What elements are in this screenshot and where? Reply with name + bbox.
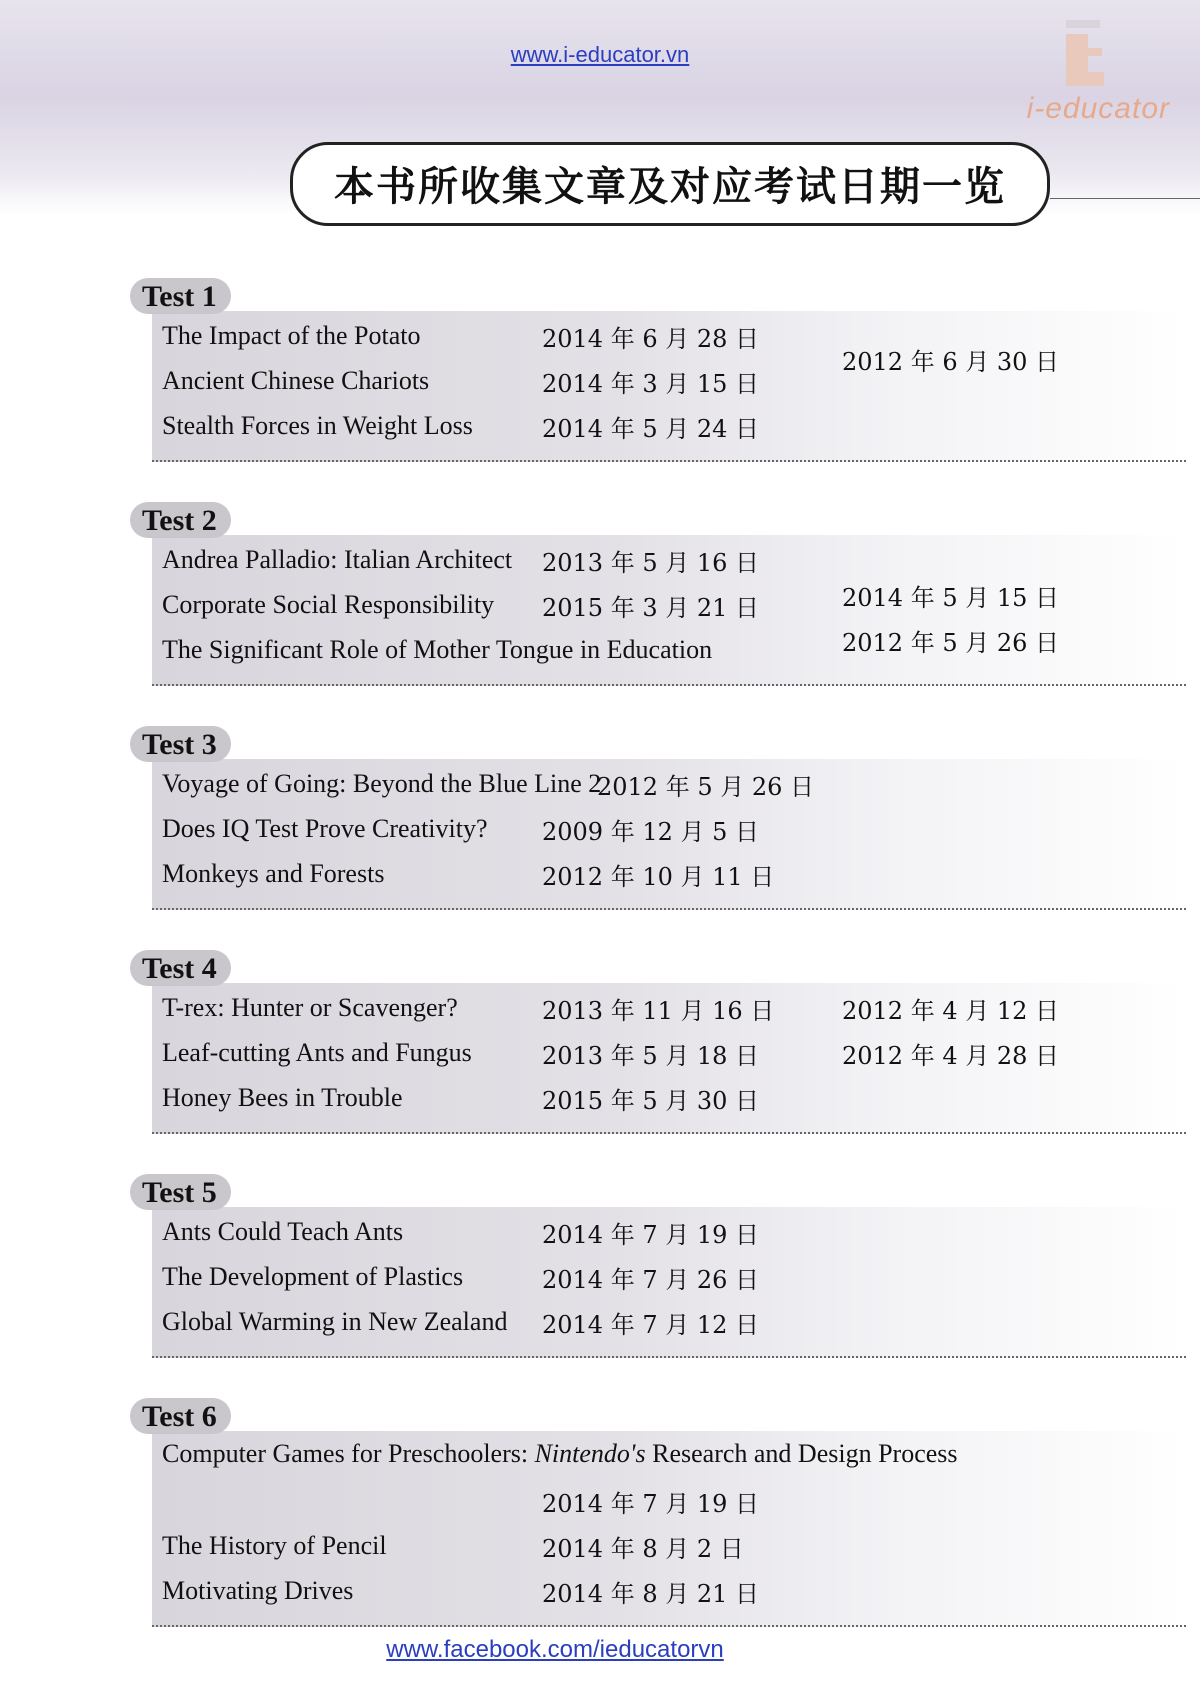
test-section-4 <box>130 950 1190 1134</box>
website-link[interactable]: www.i-educator.vn <box>510 42 690 67</box>
extra-date: 2012 年 5 月 26 日 <box>842 629 1060 657</box>
test-body <box>152 1207 1186 1358</box>
article-date: 2015 年 5 月 30 日 <box>542 1087 760 1115</box>
article-title: Andrea Palladio: Italian Architect <box>162 545 513 574</box>
article-title: Ants Could Teach Ants <box>162 1217 404 1246</box>
article-row <box>152 1525 1186 1570</box>
article-title: Global Warming in New Zealand <box>162 1307 508 1336</box>
article-title: The Impact of the Potato <box>162 321 421 350</box>
article-title <box>162 1439 958 1469</box>
facebook-link[interactable]: www.facebook.com/ieducatorvn <box>386 1636 724 1663</box>
test-label: Test 5 <box>130 1174 231 1210</box>
article-title: The Significant Role of Mother Tongue in Education <box>162 635 713 664</box>
test-body <box>152 1431 1186 1627</box>
article-date: 2014 年 3 月 15 日 <box>542 370 760 398</box>
logo-mark-icon <box>1062 14 1108 90</box>
article-date: 2014 年 7 月 26 日 <box>542 1266 760 1294</box>
logo-text: i-educator <box>1026 92 1170 125</box>
article-row <box>152 808 1186 853</box>
article-date: 2013 年 11 月 16 日 <box>542 997 775 1025</box>
article-date: 2014 年 7 月 19 日 <box>542 1221 760 1249</box>
test-section-2 <box>130 502 1190 686</box>
test-section-5 <box>130 1174 1190 1358</box>
article-title: Leaf-cutting Ants and Fungus <box>162 1038 472 1067</box>
article-date: 2014 年 7 月 19 日 <box>542 1490 760 1518</box>
article-title-prefix: Computer Games for Preschoolers: <box>162 1439 535 1468</box>
title-rule-divider <box>1050 198 1200 199</box>
article-row <box>152 853 1186 898</box>
article-row <box>152 1480 1186 1525</box>
article-row <box>152 1211 1186 1256</box>
test-label: Test 1 <box>130 278 231 314</box>
article-row <box>152 1077 1186 1122</box>
test-label: Test 3 <box>130 726 231 762</box>
article-row <box>152 1435 1186 1480</box>
extra-date: 2012 年 6 月 30 日 <box>842 348 1060 376</box>
article-title: Does IQ Test Prove Creativity? <box>162 814 488 843</box>
article-row <box>152 1256 1186 1301</box>
article-title: Monkeys and Forests <box>162 859 385 888</box>
article-title: The History of Pencil <box>162 1531 387 1560</box>
test-section-1 <box>130 278 1190 462</box>
test-label: Test 4 <box>130 950 231 986</box>
article-date: 2013 年 5 月 16 日 <box>542 549 760 577</box>
article-title: Motivating Drives <box>162 1576 354 1605</box>
tests-list <box>130 278 1190 1667</box>
article-title-italic: Nintendo's <box>534 1439 646 1468</box>
article-row <box>152 348 1186 405</box>
test-section-3 <box>130 726 1190 910</box>
article-date: 2012 年 5 月 26 日 <box>597 773 815 801</box>
article-title: The Development of Plastics <box>162 1262 464 1291</box>
article-title: Honey Bees in Trouble <box>162 1083 403 1112</box>
test-body <box>152 535 1186 686</box>
article-title: Voyage of Going: Beyond the Blue Line 2 <box>162 769 602 798</box>
article-date: 2015 年 3 月 21 日 <box>542 594 760 622</box>
article-date: 2009 年 12 月 5 日 <box>542 818 760 846</box>
test-body <box>152 311 1186 462</box>
article-row <box>152 629 1186 674</box>
article-title: T-rex: Hunter or Scavenger? <box>162 993 458 1022</box>
article-title: Corporate Social Responsibility <box>162 590 495 619</box>
article-date: 2013 年 5 月 18 日 <box>542 1042 760 1070</box>
article-date: 2014 年 6 月 28 日 <box>542 325 760 353</box>
article-title: Stealth Forces in Weight Loss <box>162 411 473 440</box>
page-title-box <box>290 142 1050 226</box>
page-title: 本书所收集文章及对应考试日期一览 <box>334 164 1006 210</box>
article-date: 2014 年 7 月 12 日 <box>542 1311 760 1339</box>
extra-date: 2014 年 5 月 15 日 <box>842 584 1060 612</box>
article-date: 2014 年 5 月 24 日 <box>542 415 760 443</box>
article-row <box>152 1032 1186 1077</box>
test-body <box>152 983 1186 1134</box>
article-date: 2012 年 10 月 11 日 <box>542 863 775 891</box>
i-educator-logo <box>980 14 1170 124</box>
article-row <box>152 1570 1186 1615</box>
test-section-6 <box>130 1398 1190 1627</box>
article-row <box>152 405 1186 450</box>
article-row <box>152 987 1186 1032</box>
test-label: Test 6 <box>130 1398 231 1434</box>
test-body <box>152 759 1186 910</box>
extra-date: 2012 年 4 月 12 日 <box>842 997 1060 1025</box>
article-title-suffix: Research and Design Process <box>645 1439 958 1468</box>
article-row <box>152 1301 1186 1346</box>
article-date: 2014 年 8 月 2 日 <box>542 1535 744 1563</box>
test-label: Test 2 <box>130 502 231 538</box>
article-row <box>152 763 1186 808</box>
extra-date: 2012 年 4 月 28 日 <box>842 1042 1060 1070</box>
article-date: 2014 年 8 月 21 日 <box>542 1580 760 1608</box>
article-title: Ancient Chinese Chariots <box>162 366 430 395</box>
